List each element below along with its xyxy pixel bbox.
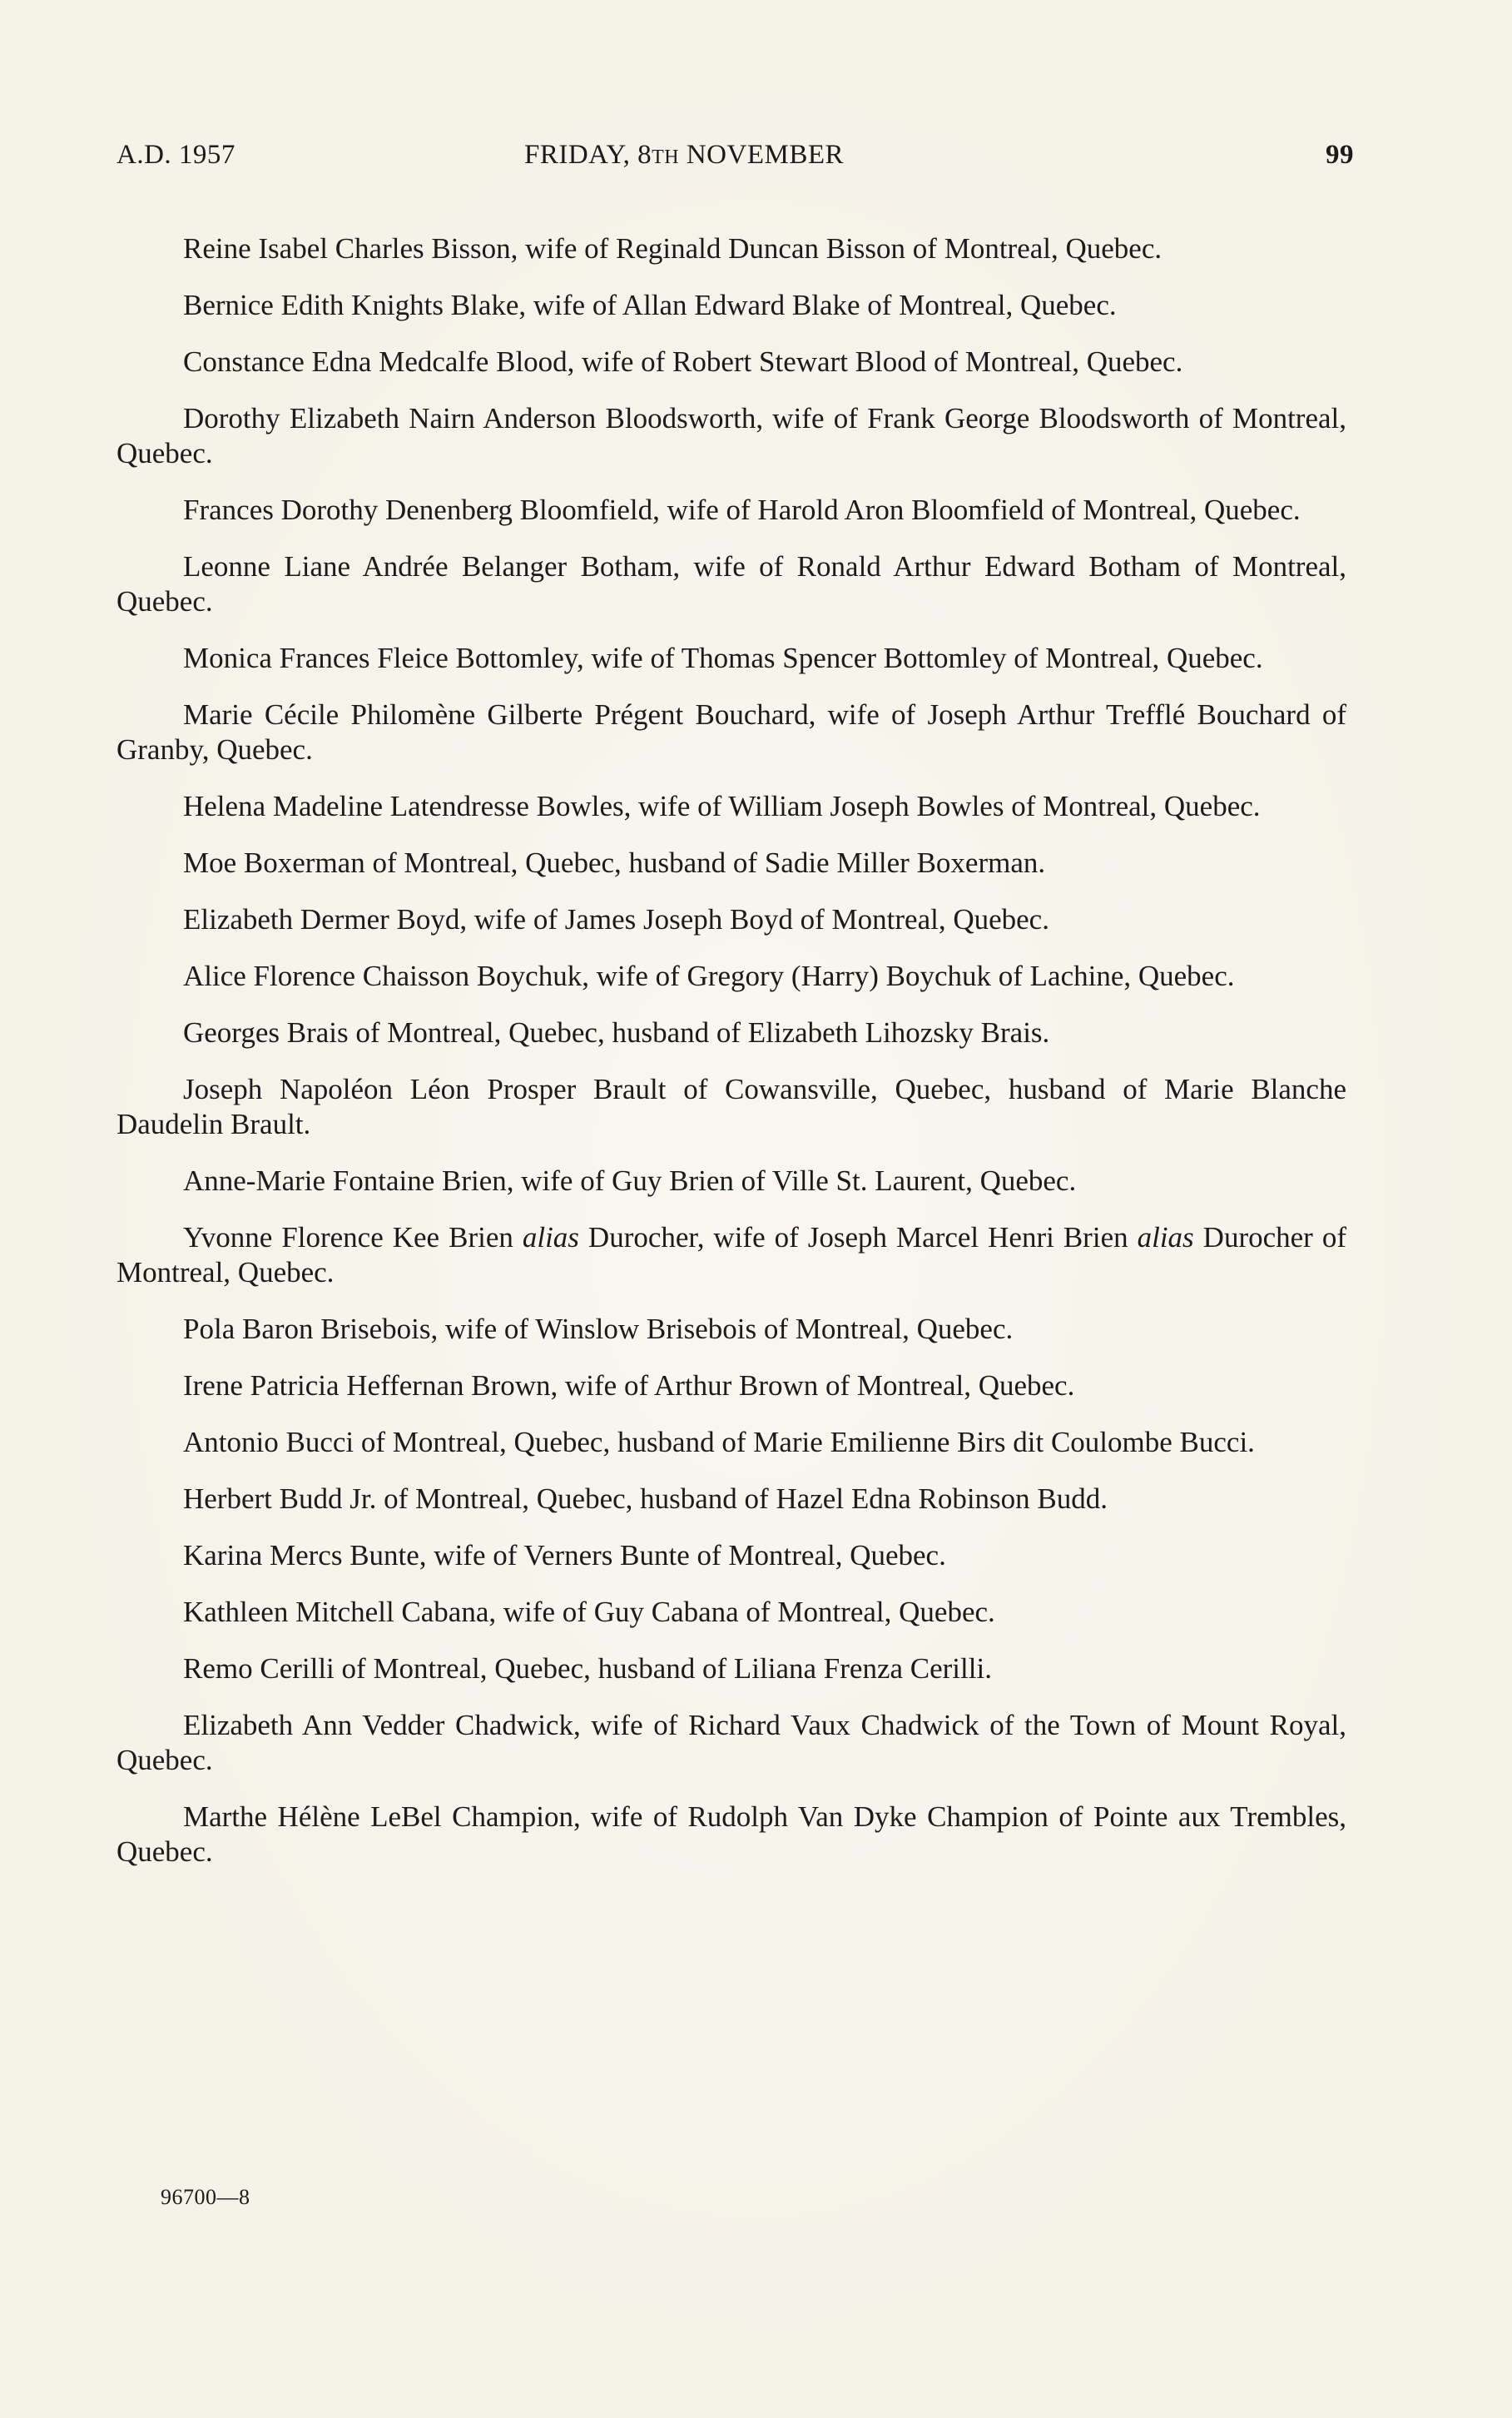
entry-text-part: Yvonne Florence Kee Brien (183, 1221, 523, 1254)
list-item: Marie Cécile Philomène Gilberte Prégent Bouchard, wife of Joseph Arthur Trefflé Bouchard of Granby, Quebec. (116, 698, 1346, 766)
list-item: Constance Edna Medcalfe Blood, wife of Robert Stewart Blood of Montreal, Quebec. (183, 345, 1183, 378)
list-item: Reine Isabel Charles Bisson, wife of Reginald Duncan Bisson of Montreal, Quebec. (183, 232, 1163, 265)
list-item: Elizabeth Dermer Boyd, wife of James Joseph Boyd of Montreal, Quebec. (183, 903, 1049, 936)
header-page-number: 99 (1326, 140, 1354, 170)
list-item: Moe Boxerman of Montreal, Quebec, husband of Sadie Miller Boxerman. (183, 847, 1046, 879)
printer-signature-code: 96700—8 (161, 2185, 250, 2209)
list-item: Dorothy Elizabeth Nairn Anderson Bloodsworth, wife of Frank George Bloodsworth of Montreal, Quebec. (116, 402, 1346, 469)
list-item: Herbert Budd Jr. of Montreal, Quebec, husband of Hazel Edna Robinson Budd. (183, 1482, 1108, 1515)
list-item: Frances Dorothy Denenberg Bloomfield, wife of Harold Aron Bloomfield of Montreal, Quebec. (183, 494, 1301, 526)
entries-list (116, 231, 1346, 1891)
list-item: Kathleen Mitchell Cabana, wife of Guy Cabana of Montreal, Quebec. (183, 1596, 995, 1628)
entry-alias-italic: alias (522, 1221, 579, 1254)
list-item: Joseph Napoléon Léon Prosper Brault of Cowansville, Quebec, husband of Marie Blanche Daudelin Brault. (116, 1073, 1346, 1140)
list-item: Georges Brais of Montreal, Quebec, husband of Elizabeth Lihozsky Brais. (183, 1016, 1050, 1049)
list-item: Bernice Edith Knights Blake, wife of Allan Edward Blake of Montreal, Quebec. (183, 289, 1117, 321)
list-item: Leonne Liane Andrée Belanger Botham, wife of Ronald Arthur Edward Botham of Montreal, Quebec. (116, 550, 1346, 618)
list-item: Antonio Bucci of Montreal, Quebec, husband of Marie Emilienne Birs dit Coulombe Bucci. (183, 1426, 1255, 1458)
list-item: Remo Cerilli of Montreal, Quebec, husband of Liliana Frenza Cerilli. (183, 1652, 992, 1685)
entry-alias-italic: alias (1137, 1221, 1194, 1254)
header-date-day: FRIDAY, 8 (524, 140, 652, 170)
list-item: Elizabeth Ann Vedder Chadwick, wife of Richard Vaux Chadwick of the Town of Mount Royal, Quebec. (116, 1709, 1346, 1776)
list-item: Pola Baron Brisebois, wife of Winslow Brisebois of Montreal, Quebec. (183, 1313, 1014, 1345)
list-item: Anne-Marie Fontaine Brien, wife of Guy Brien of Ville St. Laurent, Quebec. (183, 1164, 1077, 1197)
entry-text-part: Durocher of Montreal, Quebec. (116, 1221, 1346, 1288)
list-item: Marthe Hélène LeBel Champion, wife of Rudolph Van Dyke Champion of Pointe aux Trembles, Quebec. (116, 1800, 1346, 1868)
entry-text-part: Durocher, wife of Joseph Marcel Henri Brien (578, 1221, 1138, 1254)
page-header (116, 140, 1354, 181)
header-date-month: NOVEMBER (679, 140, 845, 170)
list-item: Helena Madeline Latendresse Bowles, wife of William Joseph Bowles of Montreal, Quebec. (183, 790, 1261, 822)
list-item: Monica Frances Fleice Bottomley, wife of Thomas Spencer Bottomley of Montreal, Quebec. (183, 642, 1263, 674)
header-date (524, 140, 844, 171)
list-item: Alice Florence Chaisson Boychuk, wife of Gregory (Harry) Boychuk of Lachine, Quebec. (183, 960, 1235, 992)
list-item (116, 1220, 1346, 1290)
header-year: A.D. 1957 (116, 140, 235, 170)
header-date-ordinal: TH (652, 146, 680, 168)
list-item: Irene Patricia Heffernan Brown, wife of Arthur Brown of Montreal, Quebec. (183, 1369, 1075, 1402)
list-item: Karina Mercs Bunte, wife of Verners Bunte of Montreal, Quebec. (183, 1539, 946, 1571)
